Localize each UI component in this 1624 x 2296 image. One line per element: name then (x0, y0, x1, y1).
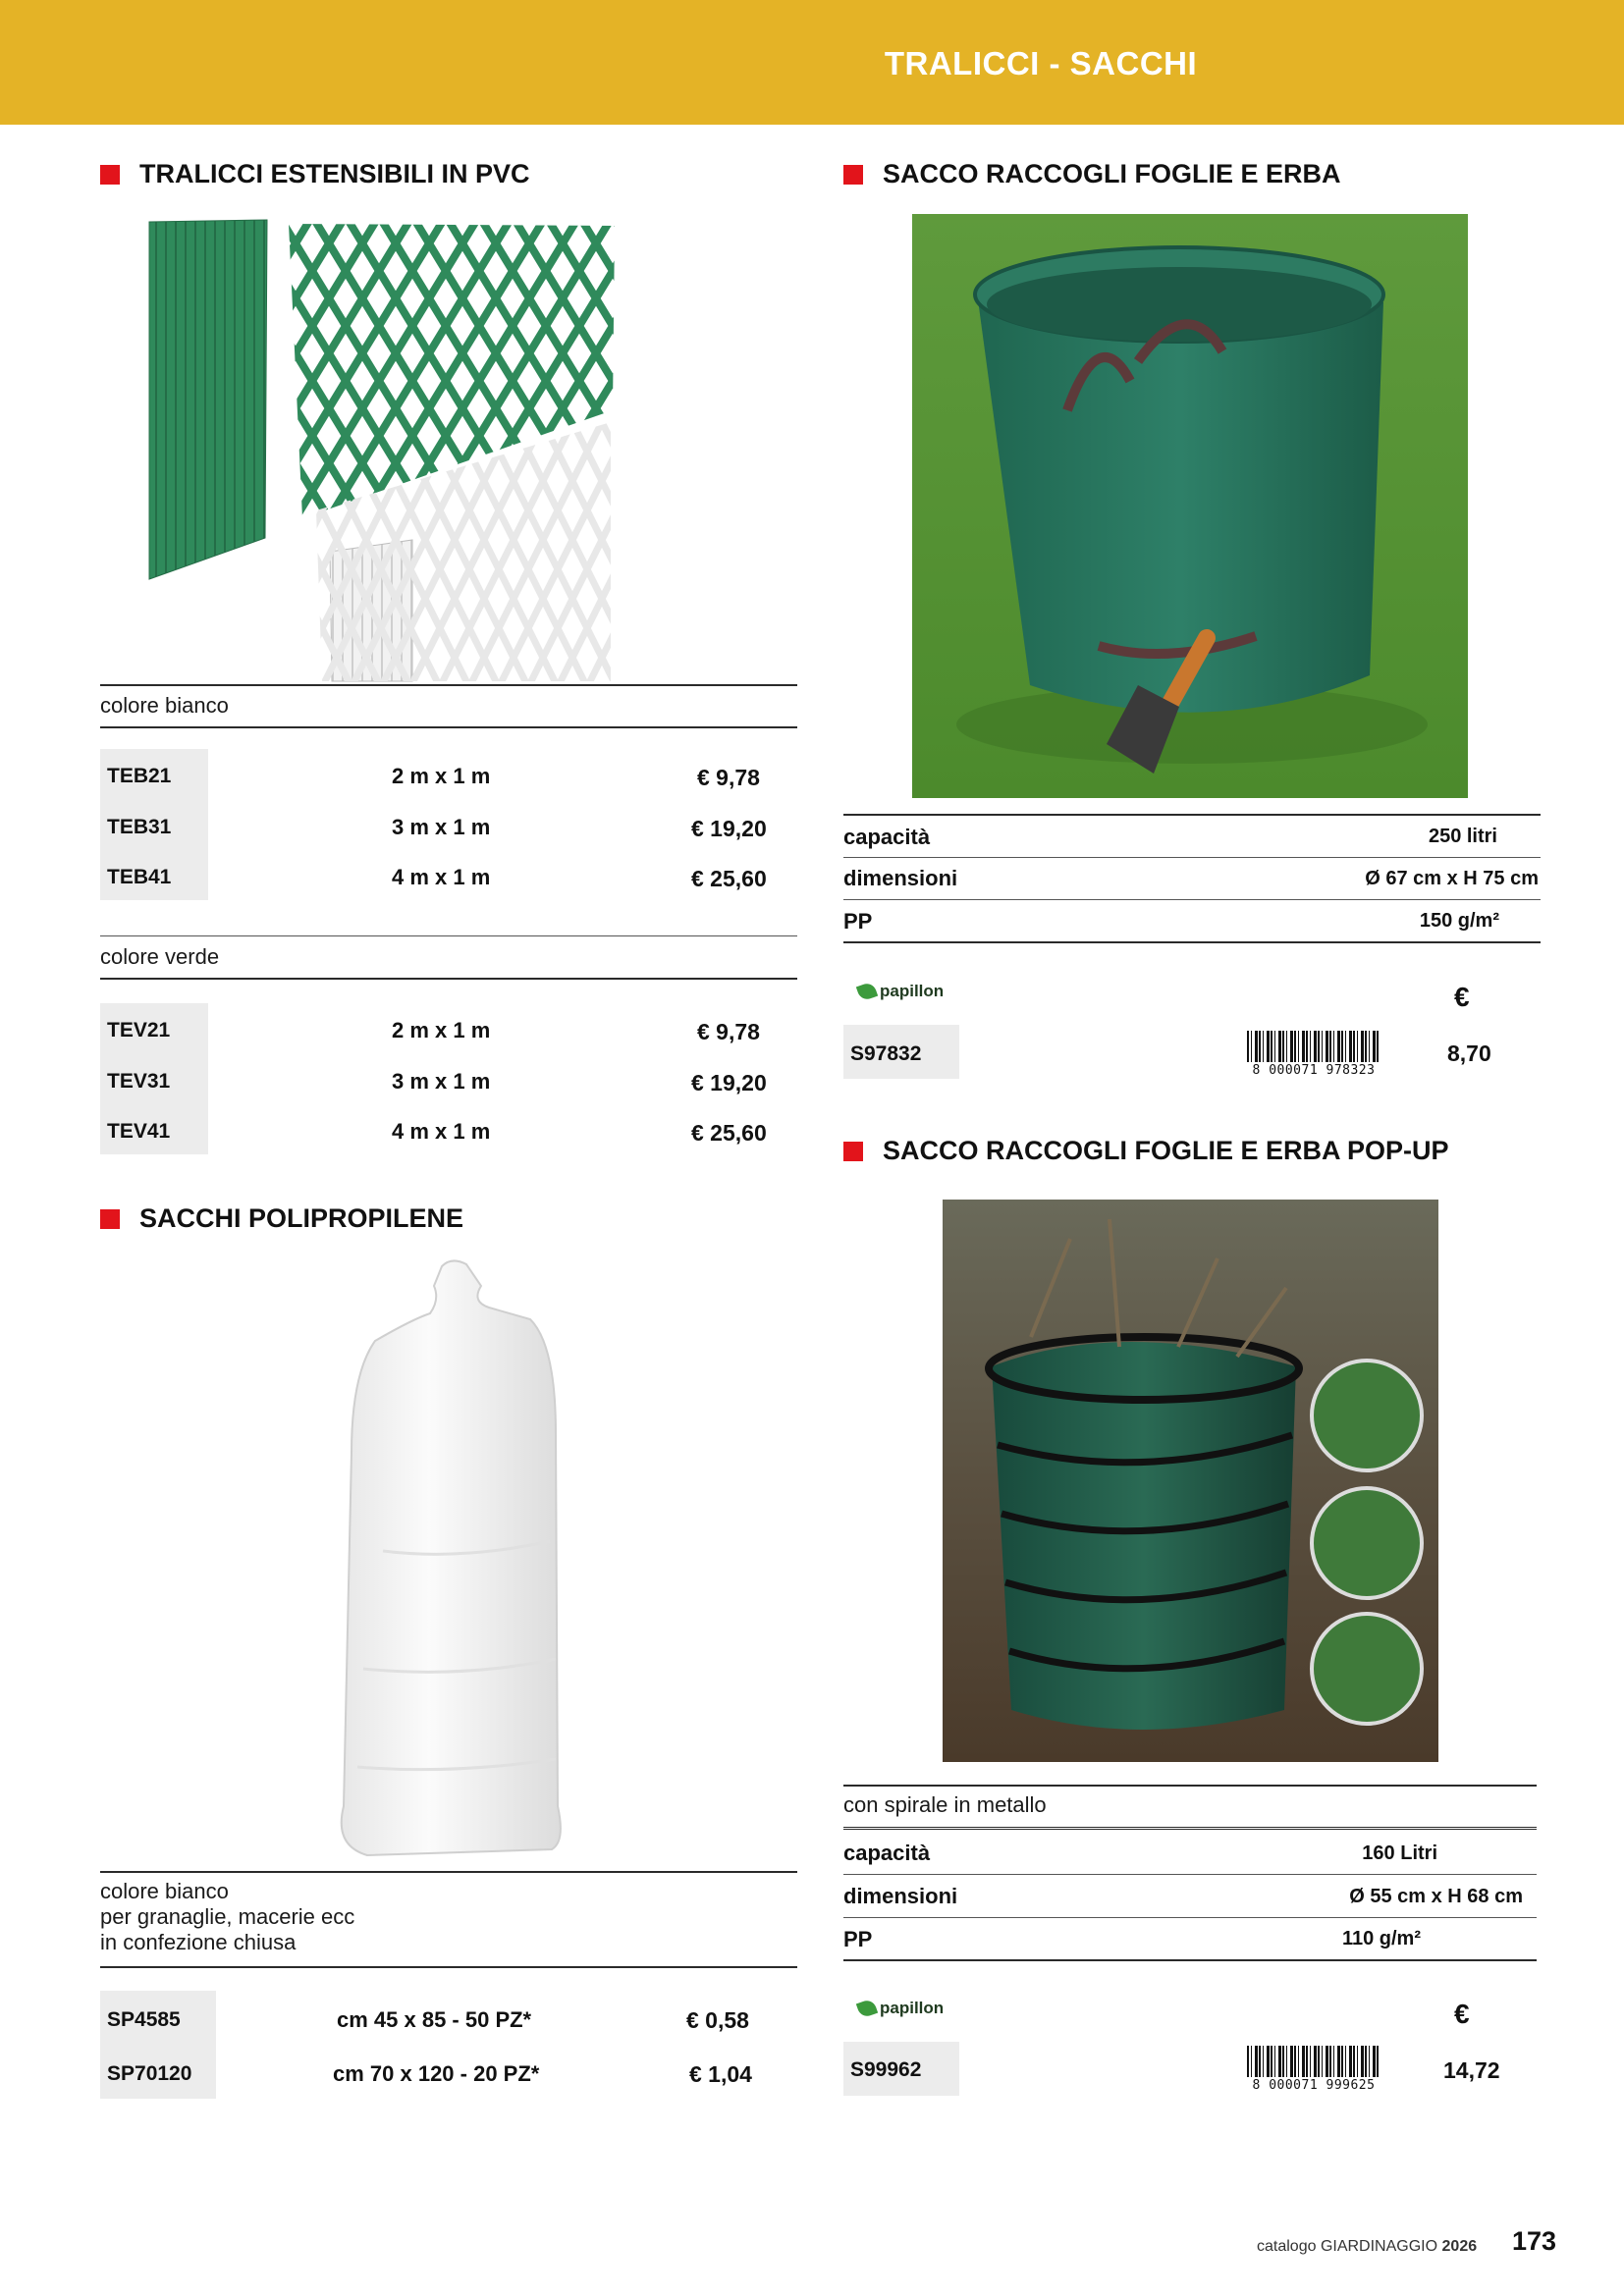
green-note: colore verde (100, 944, 220, 969)
table-row: TEV31 3 m x 1 m € 19,20 (107, 1069, 767, 1095)
barcode-bars (1247, 2046, 1380, 2077)
divider (100, 978, 797, 980)
product-price: 8,70 (1447, 1041, 1491, 1066)
divider (843, 1785, 1537, 1787)
table-row: TEV41 4 m x 1 m € 25,60 (107, 1119, 767, 1146)
divider (100, 726, 797, 728)
table-row: TEB21 2 m x 1 m € 9,78 (107, 764, 760, 790)
table-row: SP70120 cm 70 x 120 - 20 PZ* € 1,04 (107, 2061, 752, 2087)
white-note: colore bianco (100, 693, 229, 718)
page-title: TRALICCI - SACCHI (884, 45, 1198, 81)
spec-row: capacità 160 Litri (843, 1832, 1537, 1875)
note-line: per granaglie, macerie ecc (100, 1904, 355, 1929)
sacco-section-title: SACCO RACCOGLI FOGLIE E ERBA (843, 159, 1341, 189)
spec-row: capacità 250 litri (843, 814, 1541, 858)
spec-row: PP 150 g/m² (843, 899, 1541, 943)
section-marker (100, 1209, 120, 1229)
polypropylene-sack-image (324, 1256, 579, 1857)
spec-row: dimensioni Ø 67 cm x H 75 cm (843, 857, 1541, 900)
leaf-bag-image (912, 214, 1468, 798)
spec-row: PP 110 g/m² (843, 1917, 1537, 1961)
section-marker (843, 165, 863, 185)
section-marker (100, 165, 120, 185)
sacchi-section-title: SACCHI POLIPROPILENE (100, 1203, 463, 1234)
leaf-icon (856, 1998, 878, 2018)
product-code: S99962 (850, 2058, 922, 2081)
table-row: SP4585 cm 45 x 85 - 50 PZ* € 0,58 (107, 2007, 749, 2033)
note-line: colore bianco (100, 1879, 229, 1903)
note-line: in confezione chiusa (100, 1930, 297, 1954)
divider (100, 1871, 797, 1873)
divider (100, 935, 797, 936)
euro-label: € (1454, 1999, 1470, 2029)
barcode: 8 000071 978323 (1247, 1031, 1380, 1078)
table-row: TEB41 4 m x 1 m € 25,60 (107, 865, 767, 891)
popup-bag-image (943, 1200, 1438, 1762)
sacco-popup-section-title: SACCO RACCOGLI FOGLIE E ERBA POP-UP (843, 1136, 1449, 1166)
popup-note: con spirale in metallo (843, 1792, 1047, 1817)
table-row: TEV21 2 m x 1 m € 9,78 (107, 1018, 760, 1044)
euro-label: € (1454, 982, 1470, 1012)
divider (100, 1966, 797, 1968)
table-row: TEB31 3 m x 1 m € 19,20 (107, 815, 767, 841)
trellis-image (145, 216, 619, 683)
divider (843, 1827, 1537, 1830)
footer-catalog: catalogo GIARDINAGGIO 2026 (1257, 2238, 1478, 2255)
section-marker (843, 1142, 863, 1161)
sacchi-notes (100, 1879, 354, 1955)
barcode: 8 000071 999625 (1247, 2046, 1380, 2093)
tralicci-section-title: TRALICCI ESTENSIBILI IN PVC (100, 159, 530, 189)
page-number: 173 (1512, 2226, 1557, 2256)
product-price: 14,72 (1443, 2057, 1500, 2083)
brand-logo: papillon (858, 1999, 944, 2018)
leaf-icon (856, 981, 878, 1001)
spec-row: dimensioni Ø 55 cm x H 68 cm (843, 1874, 1537, 1918)
barcode-bars (1247, 1031, 1380, 1062)
product-code: S97832 (850, 1042, 922, 1065)
divider (100, 684, 797, 686)
header-band (0, 0, 1624, 125)
brand-logo: papillon (858, 982, 944, 1001)
